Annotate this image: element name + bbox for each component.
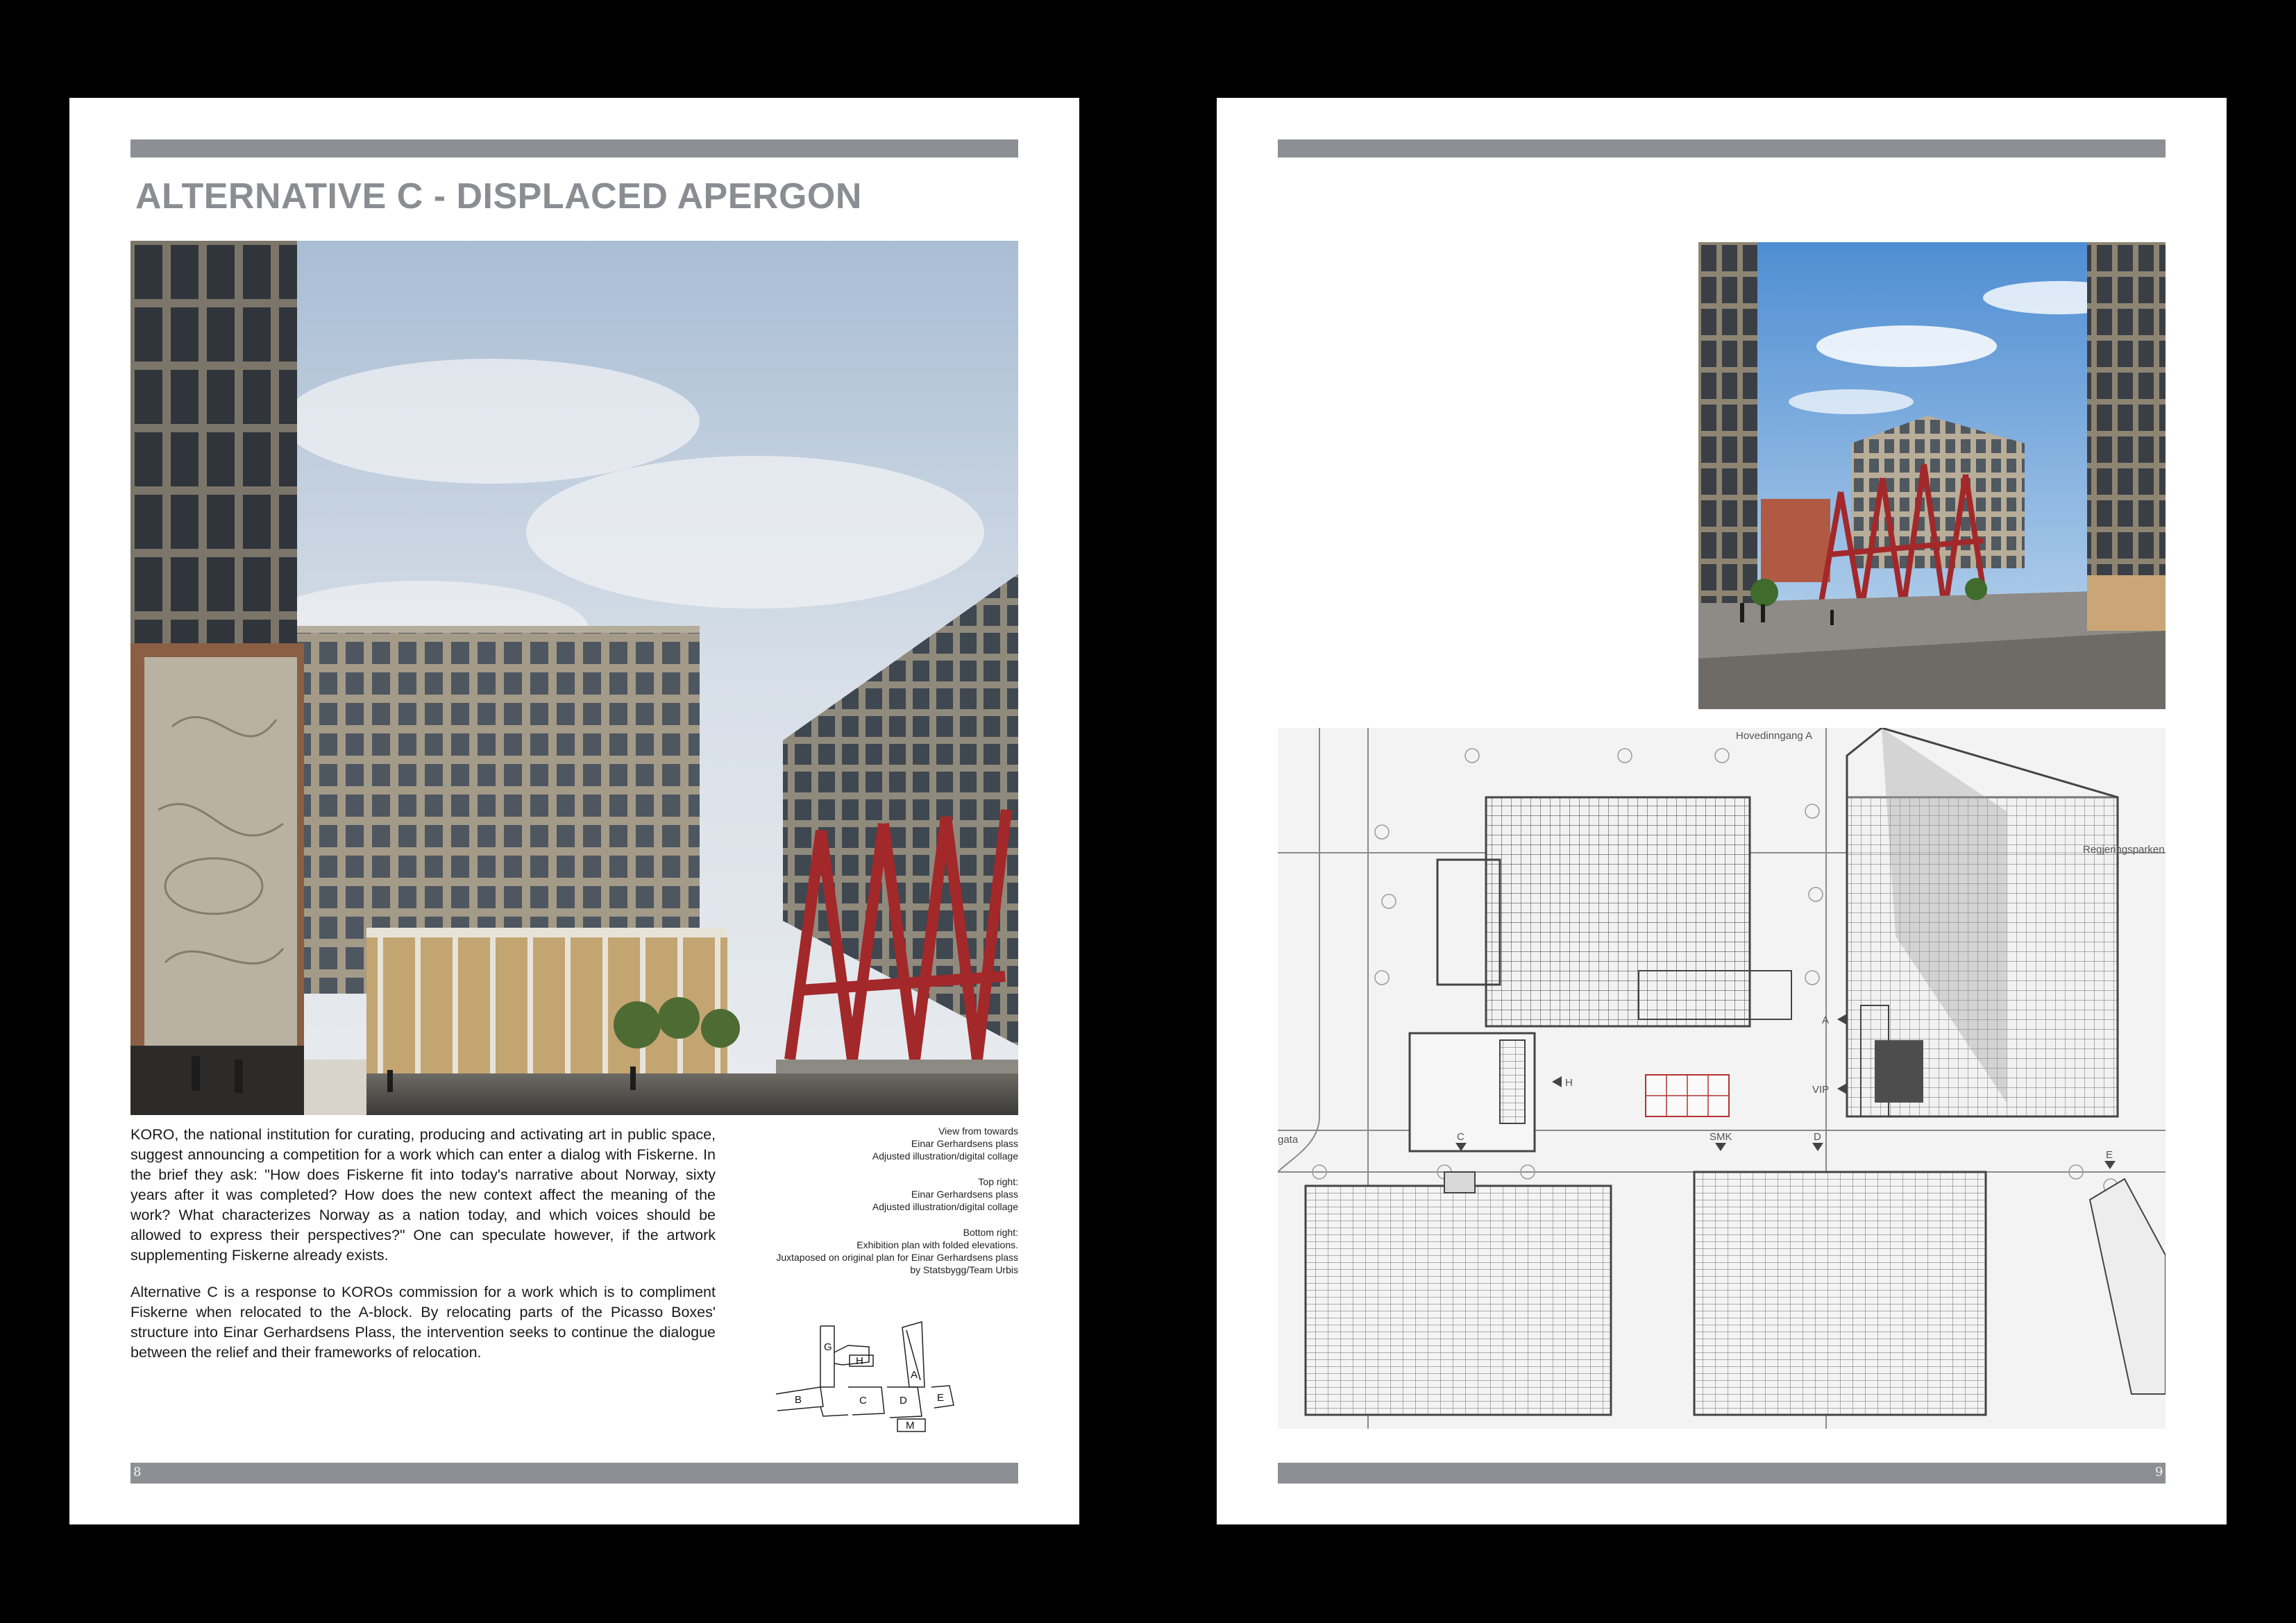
caption-line: Adjusted illustration/digital collage [872,1201,1018,1212]
caption-main [727,1125,1018,1162]
bottom-rule [1278,1463,2166,1484]
caption-line: Einar Gerhardsens plass [911,1189,1018,1200]
key-label-m: M [906,1420,915,1431]
left-page [69,98,1079,1524]
caption-line: Adjusted illustration/digital collage [872,1150,1018,1162]
caption-line: Top right: [978,1176,1018,1187]
caption-line: by Statsbygg/Team Urbis [910,1264,1018,1275]
plan-label-vip: VIP [1812,1084,1830,1096]
caption-top-right [727,1175,1018,1213]
key-label-e: E [937,1392,945,1404]
key-label-h: H [856,1355,863,1367]
key-label-g: G [824,1341,832,1353]
plan-label-smk: SMK [1710,1131,1732,1143]
plan-label-d: D [1814,1131,1821,1143]
caption-line: Exhibition plan with folded elevations. [856,1239,1018,1250]
plan-label-e: E [2106,1149,2113,1161]
key-label-a: A [911,1369,918,1381]
main-rendering [130,241,1018,1115]
plan-label-entrance: Hovedinngang A [1736,730,1813,742]
key-label-c: C [859,1395,867,1407]
plaza-rendering [1698,242,2166,709]
key-map-diagram [770,1312,979,1444]
caption-line: Einar Gerhardsens plass [911,1138,1018,1149]
exhibition-plan [1278,728,2166,1429]
top-rule [1278,139,2166,158]
top-rule [130,139,1018,158]
caption-bottom-right [727,1226,1018,1276]
key-label-b: B [795,1394,802,1406]
body-text [130,1125,716,1379]
paragraph-2: Alternative C is a response to KOROs commission for a work which is to compliment Fiskerne when relocated to the A-block. By relocating parts of the Picasso Boxes' structure into Einar Gerhardsens Plass, the intervention seeks to continue the dialogue between the relief and their frameworks of relocation. [130,1284,716,1361]
key-label-d: D [900,1395,907,1407]
plan-label-c: C [1457,1131,1464,1143]
caption-line: View from towards [938,1125,1018,1137]
caption-line: Bottom right: [963,1227,1018,1238]
page-title: ALTERNATIVE C - DISPLACED APERGON [135,176,862,216]
page-number: 9 [2155,1465,2163,1479]
page-number: 8 [133,1465,142,1479]
image-captions [727,1125,1018,1289]
plan-label-h: H [1565,1077,1573,1089]
plan-label-street: gata [1278,1134,1299,1146]
right-page [1217,98,2227,1524]
caption-line: Juxtaposed on original plan for Einar Gerhardsens plass [776,1252,1018,1263]
bottom-rule [130,1463,1018,1484]
plan-label-park: Regjeringsparken [2083,844,2165,856]
paragraph-1: KORO, the national institution for curating, producing and activating art in public space, suggest announcing a competition for a work which can enter a dialog with Fiskerne. In the brief they ask: "How does Fiskerne fit into today's narrative about Norway, sixty years after it was completed? How does the new context affect the meaning of the work? What characterizes Norway as a nation today, and which voices should be allowed to express their perspectives?" One can speculate however, if the artwork supplementing Fiskerne already exists. [130,1126,716,1264]
plan-label-a: A [1822,1014,1830,1026]
